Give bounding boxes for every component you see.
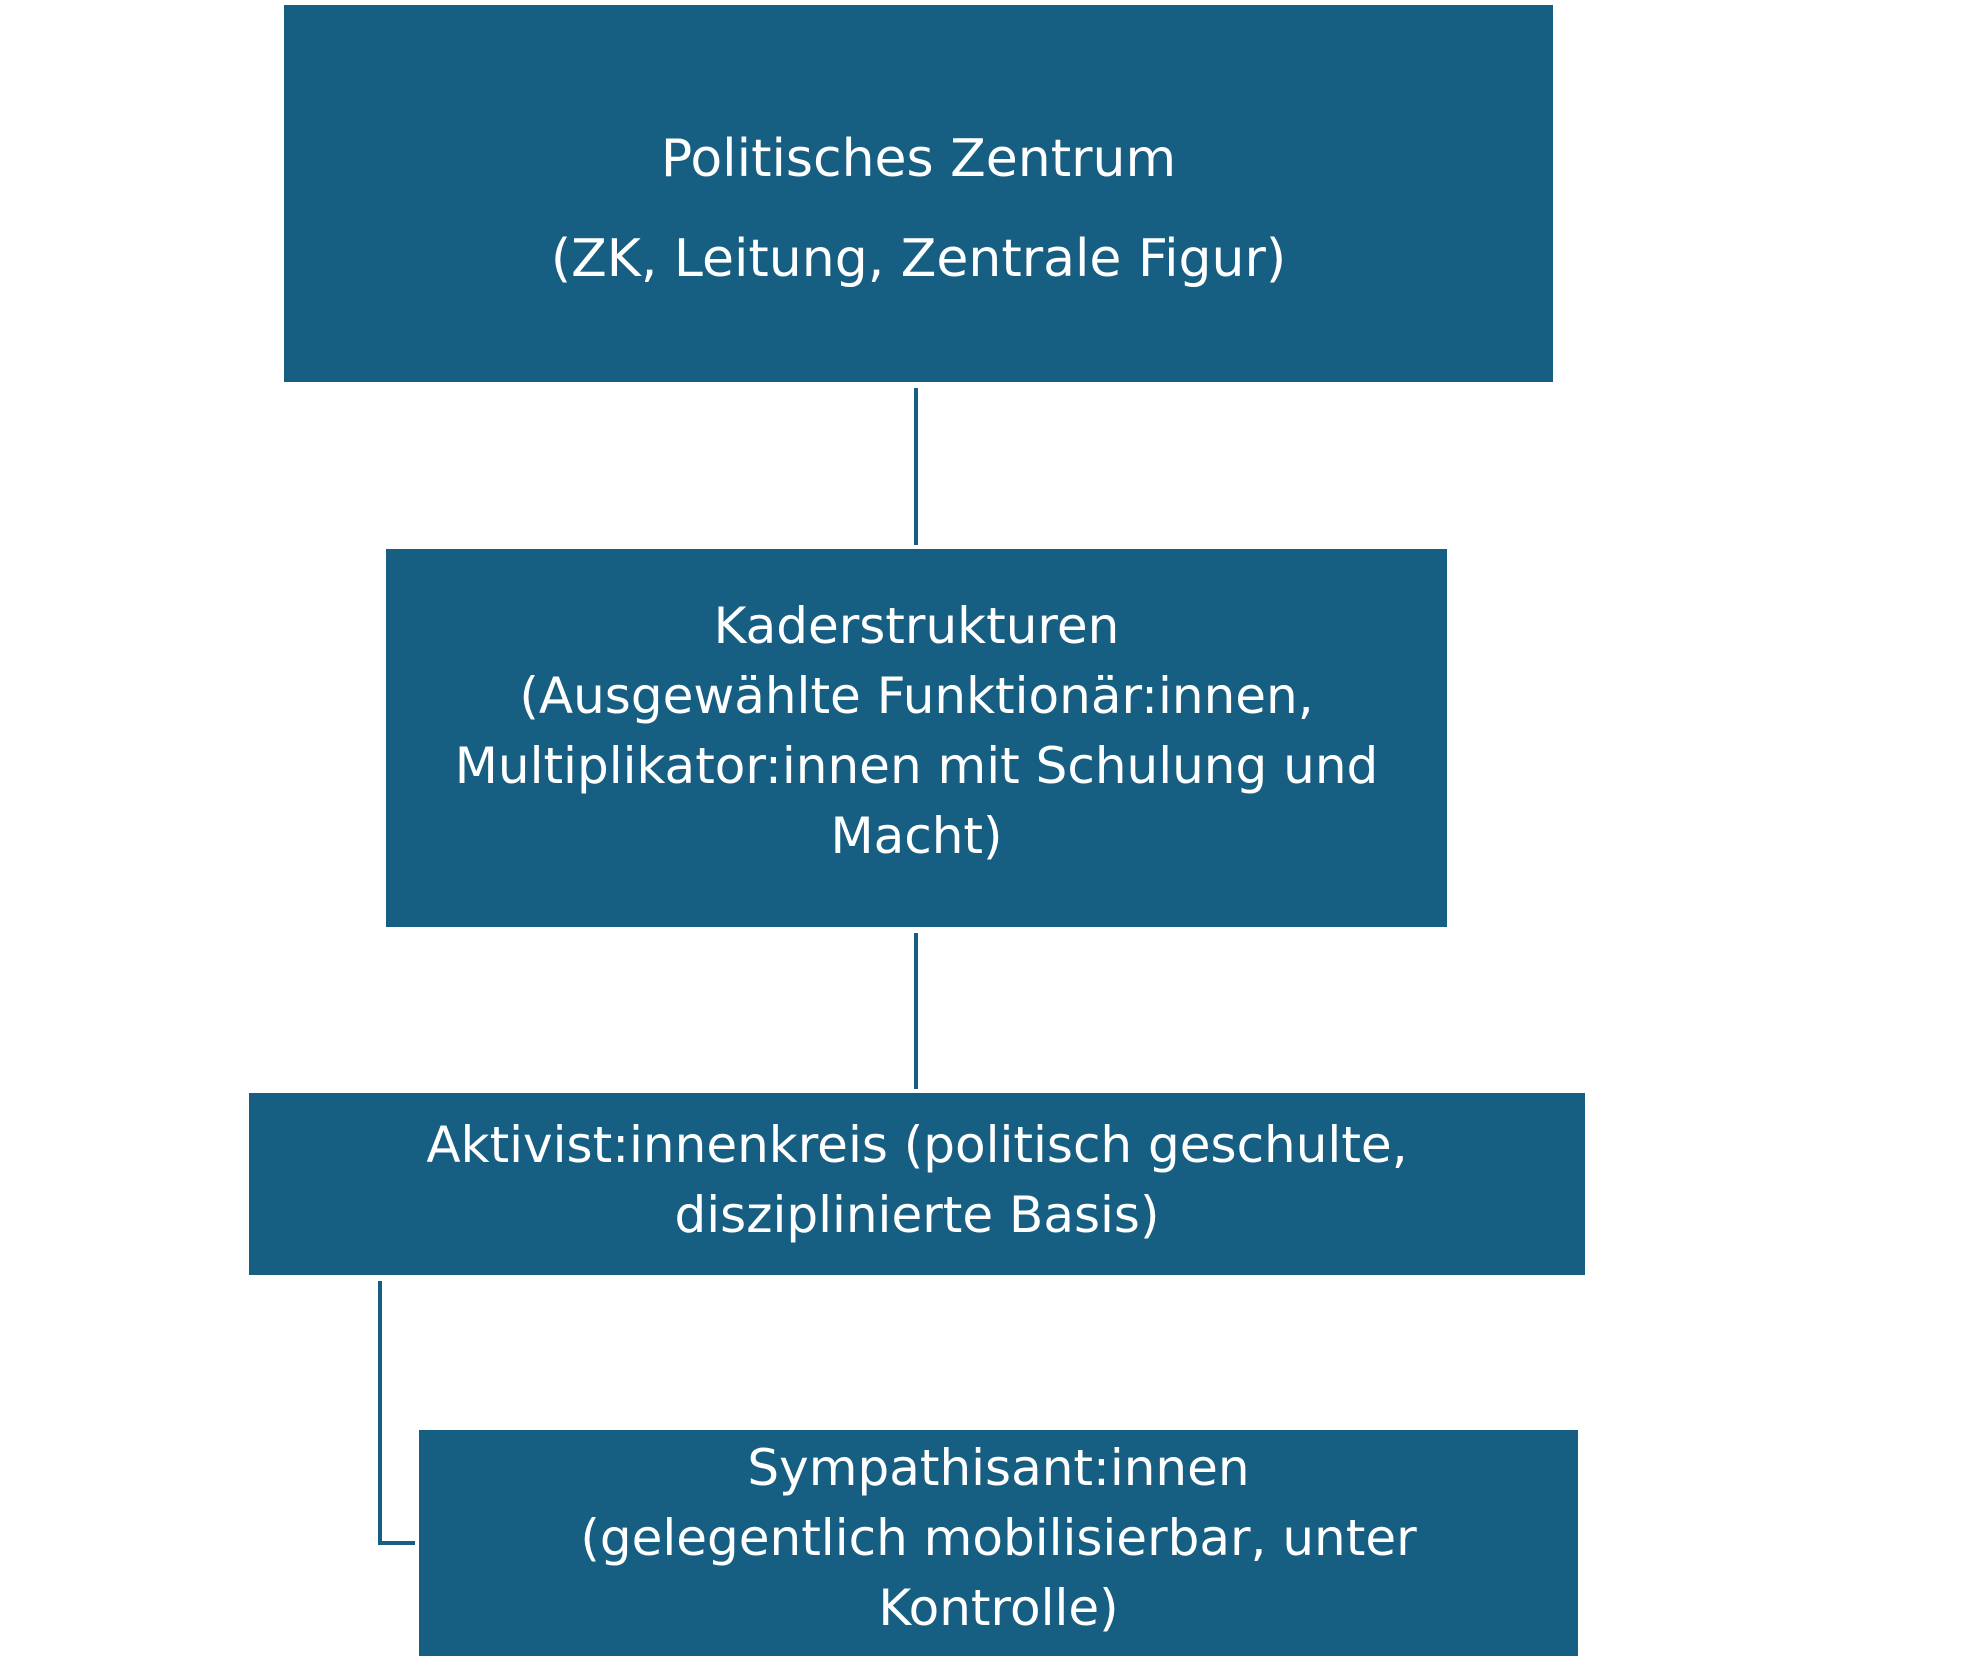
node-title: Kaderstrukturen	[713, 597, 1120, 655]
connector-aktivist-sympath-vertical	[378, 1281, 382, 1545]
node-title: Sympathisant:innen	[747, 1439, 1250, 1497]
node-sympathisantinnen	[419, 1430, 1578, 1656]
connector-aktivist-sympath-horizontal	[378, 1541, 415, 1545]
node-aktivistinnenkreis	[249, 1093, 1585, 1275]
connector-zentrum-kader	[914, 388, 918, 545]
node-kaderstrukturen	[386, 549, 1447, 927]
node-description-line: Multiplikator:innen mit Schulung und	[454, 737, 1379, 795]
node-politisches-zentrum	[284, 5, 1553, 382]
connector-kader-aktivist	[914, 933, 918, 1089]
node-description-line: Kontrolle)	[878, 1579, 1119, 1637]
node-title: Aktivist:innenkreis (politisch geschulte,	[426, 1116, 1408, 1174]
node-description-line: Macht)	[830, 807, 1003, 865]
node-description-line: disziplinierte Basis)	[674, 1186, 1160, 1244]
node-subtitle: (ZK, Leitung, Zentrale Figur)	[550, 229, 1287, 289]
node-title: Politisches Zentrum	[660, 129, 1177, 189]
node-description-line: (Ausgewählte Funktionär:innen,	[519, 667, 1314, 725]
node-description-line: (gelegentlich mobilisierbar, unter	[580, 1509, 1417, 1567]
